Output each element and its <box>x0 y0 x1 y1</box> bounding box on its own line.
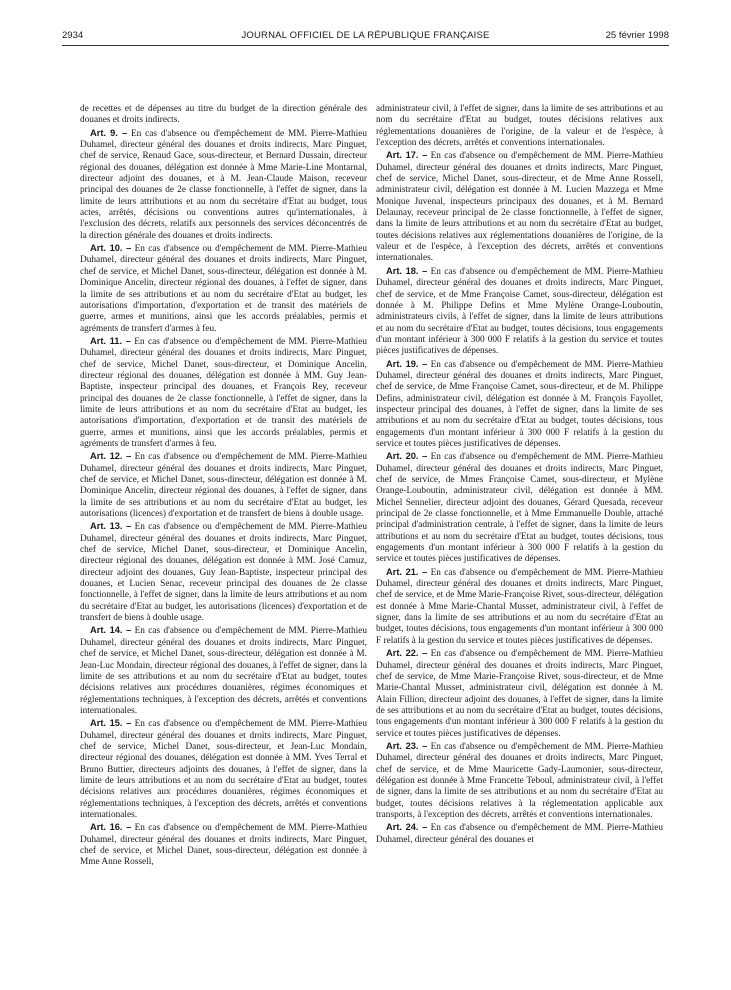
page-header <box>62 28 669 44</box>
article-paragraph <box>80 243 367 335</box>
page-number: 2934 <box>62 30 84 41</box>
article-text: En cas d'absence ou d'empêchement de MM. Pierre-Mathieu Duhamel, directeur général des douanes et droits indirects, Marc Pinguet, chef de service, et Michel Danet, sous-directeur, délégation est donnée à M. Dominique Ancelin, directeur régional des douanes, à l'effet de signer, dans la limite de ses attributions et au nom du secrétaire d'Etat au budget, les autorisations (licences) d'exportation et de transfert de biens à double usage. <box>80 452 367 520</box>
continuation-paragraph <box>376 104 663 149</box>
article-label: Art. 13. – <box>90 521 132 532</box>
article-label: Art. 21. – <box>386 566 428 577</box>
article-label: Art. 14. – <box>90 625 132 636</box>
article-paragraph <box>376 266 663 358</box>
article-paragraph <box>80 718 367 821</box>
article-paragraph <box>80 128 367 242</box>
article-paragraph <box>376 150 663 264</box>
article-label: Art. 15. – <box>90 718 132 729</box>
journal-title: JOURNAL OFFICIEL DE LA RÉPUBLIQUE FRANÇAISE <box>241 30 490 41</box>
article-label: Art. 20. – <box>386 451 428 462</box>
article-label: Art. 16. – <box>90 822 132 833</box>
article-text: En cas d'absence ou d'empêchement de MM. Pierre-Mathieu Duhamel, directeur général des douanes et droits indirects, Marc Pinguet, chef de service, et Michel Danet, sous-directeur, délégation est donnée à M. Dominique Ancelin, directeur régional des douanes, à l'effet de signer, dans la limite de ses attributions et au nom du secrétaire d'Etat au budget, les autorisations d'importation, d'exportation et de transit des matériels de guerre, armes et munitions, ainsi que les accords préalables, permis et agréments de transfert d'armes à feu. <box>80 244 367 334</box>
article-paragraph <box>80 336 367 450</box>
article-paragraph <box>376 359 663 451</box>
article-text: En cas d'absence ou d'empêchement de MM. Pierre-Mathieu Duhamel, directeur général des douanes et droits indirects, Marc Pinguet, chef de service, Michel Danet, sous-directeur, et Dominique Ancelin, directeur régional des douanes, délégation est donnée à MM. Guy Jean-Baptiste, inspecteur principal des douanes, et François Rey, receveur principal des douanes de 2e classe fonctionnelle, à l'effet de signer, dans la limite de leurs attributions et au nom du secrétaire d'Etat au budget, les autorisations d'importation, d'exportation et de transit des matériels de guerre, armes et munitions, ainsi que les accords préalables, permis et agréments de transfert d'armes à feu. <box>80 336 368 449</box>
article-label: Art. 18. – <box>386 265 428 276</box>
article-label: Art. 24. – <box>386 822 428 833</box>
article-label: Art. 9. – <box>90 127 128 138</box>
article-text: En cas d'absence ou d'empêchement de MM. Pierre-Mathieu Duhamel, directeur général des douanes et droits indirects, Marc Pinguet, chef de service, et de Mme Mauricette Gady-Laumonier, sous-directeur, délégation est donnée à Mme Francette Teboul, administrateur civil, à l'effet de signer, dans la limite de ses attributions et au nom du secrétaire d'Etat au budget, toutes décisions relatives à la réglementation applicable aux transports, à l'exception des décrets, arrêtés et conventions internationales. <box>376 741 663 820</box>
header-rule <box>62 45 669 46</box>
article-paragraph <box>376 822 663 846</box>
article-paragraph <box>376 741 663 821</box>
article-text: En cas d'absence ou d'empêchement de MM. Pierre-Mathieu Duhamel, directeur général des douanes et droits indirects, Marc Pinguet, chef de service, et de Mme Marie-Françoise Rivet, sous-directeur, délégation est donnée à Mme Marie-Chantal Musset, administrateur civil, à l'effet de signer, dans la limite de ses attributions et au nom du secrétaire d'Etat au budget, toutes décisions, tous engagements d'un montant inférieur à 300 000 F relatifs à la gestion du service et toutes pièces justificatives de dépenses. <box>376 567 663 646</box>
article-text: En cas d'absence ou d'empêchement de MM. Pierre-Mathieu Duhamel, directeur général des douanes et droits indirects, Marc Pinguet, chef de service, Michel Danet, sous-directeur, et de Mme Anne Rossell, administrateur civil, délégation est donnée à M. Lucien Mazzega et Mme Monique Juvenal, inspecteurs principaux des douanes, et à M. Bernard Delaunay, receveur principal de 2e classe fonctionnelle, à l'effet de signer, dans la limite de leurs attributions et au nom du secrétaire d'Etat au budget, toutes décisions relatives aux réglementations douanières de l'origine, de la valeur et de l'espèce, à l'exception des décrets, arrêtés et conventions internationales. <box>376 151 663 264</box>
article-label: Art. 19. – <box>386 358 428 369</box>
article-text: En cas d'absence ou d'empêchement de MM. Pierre-Mathieu Duhamel, directeur général des douanes et droits indirects, Marc Pinguet, chef de service, et Michel Danet, sous-directeur, délégation est donnée à M. Jean-Luc Mondain, directeur régional des douanes, à l'effet de signer, dans la limite de ses attributions et au nom du secrétaire d'Etat au budget, toutes décisions relatives aux procédures douanières, régimes économiques et réglementations techniques, à l'exception des décrets, arrêtés et conventions internationales. <box>80 626 367 716</box>
article-paragraph <box>376 648 663 740</box>
article-text: administrateur civil, à l'effet de signer, dans la limite de ses attributions et au nom du secrétaire d'Etat au budget, toutes décisions relatives aux réglementations douanières de l'origine, de la valeur et de l'espèce, à l'exception des décrets, arrêtés et conventions internationales. <box>376 104 663 149</box>
article-text: En cas d'absence ou d'empêchement de MM. Pierre-Mathieu Duhamel, directeur général des douanes et droits indirects, Marc Pinguet, chef de service, Michel Danet, sous-directeur, et Jean-Luc Mondain, directeur régional des douanes, délégation est donnée à MM. Yves Terral et Bruno Buttier, directeurs adjoints des douanes, à l'effet de signer, dans la limite de leurs attributions et au nom du secrétaire d'Etat au budget, toutes décisions relatives aux procédures douanières, régimes économiques et réglementations techniques, à l'exception des décrets, arrêtés et conventions internationales. <box>80 719 367 820</box>
article-paragraph <box>80 451 367 520</box>
article-text: En cas d'absence ou d'empêchement de MM. Pierre-Mathieu Duhamel, directeur général des douanes et <box>376 823 663 845</box>
right-column <box>376 104 663 847</box>
article-paragraph <box>80 521 367 624</box>
article-text: En cas d'absence ou d'empêchement de MM. Pierre-Mathieu Duhamel, directeur général des douanes et droits indirects, Marc Pinguet, chef de service, de Mme Françoise Camet, sous-directeur, et de M. Philippe Defins, administrateur civil, délégation est donnée à M. François Fayollet, inspecteur principal des douanes, à l'effet de signer, dans la limite de ses attributions et au nom du secrétaire d'Etat au budget, toutes décisions, tous engagements d'un montant inférieur à 300 000 F relatifs à la gestion du service et toutes pièces justificatives de dépenses. <box>376 359 663 449</box>
article-label: Art. 17. – <box>386 150 428 161</box>
publication-date: 25 février 1998 <box>605 30 669 41</box>
article-label: Art. 10. – <box>90 243 132 254</box>
article-paragraph <box>80 822 367 868</box>
article-paragraph <box>376 567 663 647</box>
article-paragraph <box>376 451 663 565</box>
article-text: En cas d'absence ou d'empêchement de MM. Pierre-Mathieu Duhamel, directeur général des douanes et droits indirects, Marc Pinguet, chef de service, et Michel Danet, sous-directeur, délégation est donnée à Mme Anne Rossell, <box>80 823 367 868</box>
left-column <box>80 104 367 870</box>
article-label: Art. 23. – <box>386 740 428 751</box>
article-text: En cas d'absence ou d'empêchement de MM. Pierre-Mathieu Duhamel, directeur général des douanes et droits indirects, Marc Pinguet, chef de service, de Mme Marie-Françoise Rivet, sous-directeur, et de Mme Marie-Chantal Musset, administrateur civil, délégation est donnée à M. Alain Fillion, directeur adjoint des douanes, à l'effet de signer, dans la limite de ses attributions et au nom du secrétaire d'Etat au budget, toutes décisions, tous engagements d'un montant inférieur à 300 000 F relatifs à la gestion du service et toutes pièces justificatives de dépenses. <box>376 649 663 739</box>
article-text: En cas d'absence ou d'empêchement de MM. Pierre-Mathieu Duhamel, directeur général des douanes et droits indirects, Marc Pinguet, chef de service, Michel Danet, sous-directeur, et Dominique Ancelin, directeur régional des douanes, délégation est donnée à MM. José Camuz, directeur adjoint des douanes, Guy Jean-Baptiste, inspecteur principal des douanes, et Lucien Senac, receveur principal des douanes de 2e classe fonctionnelle, à l'effet de signer, dans la limite de leurs attributions et au nom du secrétaire d'Etat au budget, les autorisations (licences) d'exportation et de transfert de biens à double usage. <box>80 522 367 624</box>
article-text: En cas d'absence ou d'empêchement de MM. Pierre-Mathieu Duhamel, directeur général des douanes et droits indirects, Marc Pinguet, chef de service, et de Mme Françoise Camet, sous-directeur, délégation est donnée à M. Philippe Defins et Mme Mylène Orange-Louboutin, administrateurs civils, à l'effet de signer, dans la limite de leurs attributions et au nom du secrétaire d'Etat au budget, toutes décisions, tous engagements d'un montant inférieur à 300 000 F relatifs à la gestion du service et toutes pièces justificatives de dépenses. <box>376 266 663 357</box>
article-label: Art. 11. – <box>90 335 131 346</box>
article-text: En cas d'absence ou d'empêchement de MM. Pierre-Mathieu Duhamel, directeur général des douanes et droits indirects, Marc Pinguet, chef de service, de Mmes Françoise Camet, sous-directeur, et Mylène Orange-Louboutin, administrateur civil, délégation est donnée à MM. Michel Sennelier, directeur adjoint des douanes, Gérard Quesada, receveur principal de 2e classe fonctionnelle, et à Mme Emmanuelle Double, attaché principal d'administration centrale, à l'effet de signer, dans la limite de leurs attributions et au nom du secrétaire d'Etat au budget, toutes décisions, tous engagements d'un montant inférieur à 300 000 F relatifs à la gestion du service et toutes pièces justificatives de dépenses. <box>376 452 663 565</box>
article-label: Art. 22. – <box>386 648 428 659</box>
article-text: de recettes et de dépenses au titre du budget de la direction générale des douanes et droits indirects. <box>80 104 367 126</box>
article-paragraph <box>80 625 367 717</box>
continuation-paragraph <box>80 104 367 127</box>
article-text: En cas d'absence ou d'empêchement de MM. Pierre-Mathieu Duhamel, directeur général des douanes et droits indirects, Marc Pinguet, chef de service, Renaud Gace, sous-directeur, et Bernard Dussain, directeur régional des douanes, délégation est donnée à Mme Marie-Line Montarnal, directeur adjoint des douanes, et à M. Jean-Claude Maison, receveur principal des douanes de 2e classe fonctionnelle, à l'effet de signer, dans la limite de leurs attributions et au nom du secrétaire d'Etat au budget, tous actes, arrêtés, décisions ou conventions autres qu'internationales, à l'exclusion des décrets, relatifs aux personnels des services déconcentrés de la direction générale des douanes et droits indirects. <box>80 128 367 241</box>
article-label: Art. 12. – <box>90 451 132 462</box>
